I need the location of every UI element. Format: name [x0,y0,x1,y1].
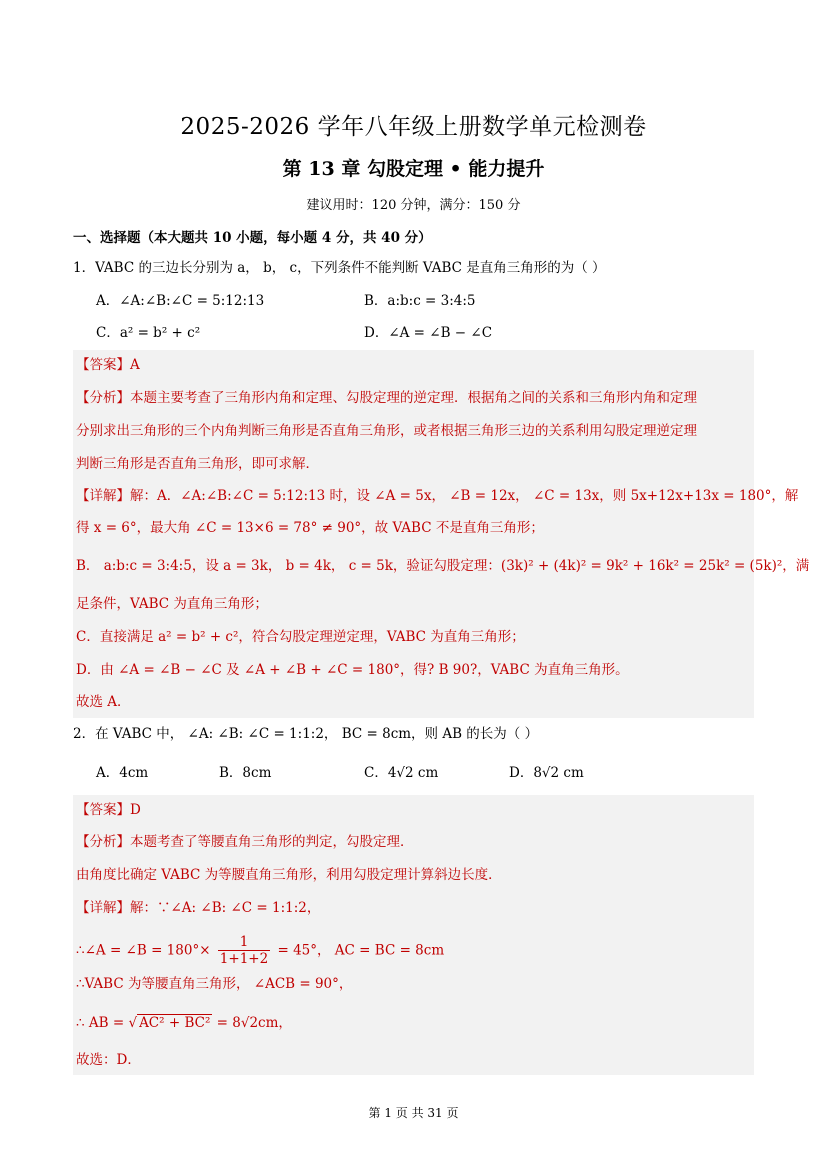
q2-fraction-numerator: 1 [218,934,270,951]
q2-detail-line-3: ∴VABC 为等腰直角三角形， ∠ACB = 90°， [76,976,353,992]
q1-detail-line-4: 足条件，VABC 为直角三角形； [76,596,268,612]
document-title: 2025-2026 学年八年级上册数学单元检测卷 [180,114,647,140]
page-footer: 第 1 页 共 31 页 [368,1106,459,1120]
q2-angle-result: = 45°， AC = BC = 8cm [277,942,445,959]
q2-option-c: C．4√2 cm [364,765,439,781]
q2-fraction-denominator: 1+1+2 [219,951,269,967]
q1-conclusion: 故选 A． [76,694,131,710]
q2-option-d: D．8√2 cm [509,765,584,781]
q1-detail-line-3: B． a:b:c = 3:4:5，设 a = 3k， b = 4k， c = 5k，验证勾股定理：(3k)² + (4k)² = 9k² + 16k² = 25k² = (5k)²，满 [76,558,810,574]
q1-option-d: D．∠A = ∠B − ∠C [364,325,493,341]
q1-analysis-line-2: 分别求出三角形的三个内角判断三角形是否直角三角形，或者根据三角形三边的关系利用勾股定理逆定理 [76,423,697,439]
q2-option-a: A．4cm [96,765,149,781]
q2-detail-line-4 [76,1013,752,1033]
q2-analysis-line-2: 由角度比确定 VABC 为等腰直角三角形，利用勾股定理计算斜边长度． [76,867,502,883]
question-1-stem: 1．VABC 的三边长分别为 a， b， c，下列条件不能判断 VABC 是直角三角形的为（ ） [73,260,606,276]
q1-detail-line-2: 得 x = 6°，最大角 ∠C = 13×6 = 78° ≠ 90°，故 VABC 不是直角三角形； [76,520,544,536]
q1-detail-line-5: C．直接满足 a² = b² + c²，符合勾股定理逆定理，VABC 为直角三角形； [76,629,525,645]
q2-ab-result: = 8√2cm， [216,1015,292,1031]
q1-detail-line-1: 【详解】解：A．∠A:∠B:∠C = 5:12:13 时，设 ∠A = 5x， ∠B = 12x， ∠C = 13x，则 5x+12x+13x = 180°，解 [76,488,799,504]
sqrt-symbol-icon: √ [128,1015,138,1031]
section-heading: 一、选择题（本大题共 10 小题，每小题 4 分，共 40 分） [73,230,432,246]
q1-option-a: A．∠A:∠B:∠C = 5:12:13 [96,293,265,309]
q2-conclusion: 故选：D． [76,1052,141,1068]
q2-ab-prefix: ∴ AB = [76,1015,129,1031]
q2-answer: 【答案】D [76,802,141,818]
q1-detail-line-6: D．由 ∠A = ∠B − ∠C 及 ∠A + ∠B + ∠C = 180°，得? B 90?，VABC 为直角三角形。 [76,662,629,678]
q1-analysis-line-1: 【分析】本题主要考查了三角形内角和定理、勾股定理的逆定理．根据角之间的关系和三角形内角和定理 [76,390,697,406]
q1-option-c: C．a² = b² + c² [96,325,201,341]
time-score-info: 建议用时：120 分钟，满分：150 分 [306,198,521,213]
q2-option-b: B．8cm [219,765,272,781]
q2-radicand: AC² + BC² [139,1015,211,1031]
chapter-subtitle: 第 13 章 勾股定理 • 能力提升 [282,158,545,180]
q2-analysis-line-1: 【分析】本题考查了等腰直角三角形的判定，勾股定理． [76,834,414,850]
q2-fraction [218,934,270,967]
question-2-stem: 2．在 VABC 中， ∠A: ∠B: ∠C = 1:1:2， BC = 8cm，则 AB 的长为（ ） [73,726,539,742]
q1-answer: 【答案】A [76,357,140,373]
q1-analysis-line-3: 判断三角形是否直角三角形，即可求解． [76,456,319,472]
q2-detail-line-2 [76,934,752,970]
q2-angle-expression: ∴∠A = ∠B = 180°× [76,942,211,959]
q1-option-b: B．a:b:c = 3:4:5 [364,293,476,309]
q2-detail-line-1: 【详解】解：∵∠A: ∠B: ∠C = 1:1:2， [76,900,321,916]
